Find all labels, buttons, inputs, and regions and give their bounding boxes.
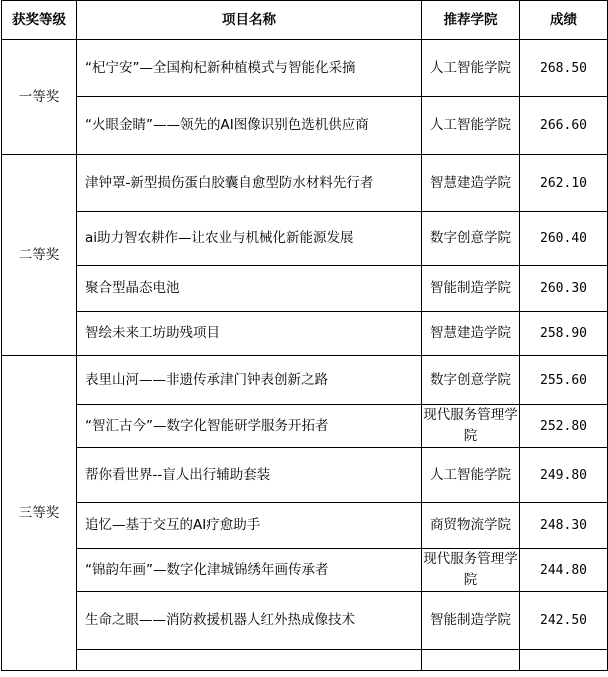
project-name: 追忆—基于交互的AI疗愈助手 [77,503,422,549]
school-name: 现代服务管理学院 [422,549,520,592]
score: 249.80 [520,448,608,503]
project-name: ai助力智农耕作—让农业与机械化新能源发展 [77,212,422,266]
score: 260.40 [520,212,608,266]
table-row [2,40,608,97]
table-row [2,503,608,549]
school-name: 人工智能学院 [422,97,520,155]
table-row [2,405,608,448]
school-name: 现代服务管理学院 [422,405,520,448]
score: 244.80 [520,549,608,592]
award-level-first: 一等奖 [2,40,77,155]
school-name: 数字创意学院 [422,212,520,266]
table-body [2,40,608,671]
project-name: “火眼金睛”——领先的AI图像识别色选机供应商 [77,97,422,155]
project-name: “杞宁安”—全国枸杞新种植模式与智能化采摘 [77,40,422,97]
table-row [2,592,608,650]
school-name: 智慧建造学院 [422,312,520,356]
empty-cell [77,650,422,671]
table-row [2,155,608,212]
school-name: 人工智能学院 [422,448,520,503]
score: 260.30 [520,266,608,312]
header-row [2,1,608,40]
header-name: 项目名称 [77,1,422,40]
header-school: 推荐学院 [422,1,520,40]
school-name: 数字创意学院 [422,356,520,405]
table-row [2,266,608,312]
project-name: 聚合型晶态电池 [77,266,422,312]
school-name: 人工智能学院 [422,40,520,97]
award-level-second: 二等奖 [2,155,77,356]
table-row [2,356,608,405]
project-name: 帮你看世界--盲人出行辅助套装 [77,448,422,503]
score: 262.10 [520,155,608,212]
header-level: 获奖等级 [2,1,77,40]
project-name: “锦韵年画”—数字化津城锦绣年画传承者 [77,549,422,592]
project-name: 津钟罩-新型损伤蛋白胶囊自愈型防水材料先行者 [77,155,422,212]
school-name: 智能制造学院 [422,592,520,650]
school-name: 智慧建造学院 [422,155,520,212]
project-name: 生命之眼——消防救援机器人红外热成像技术 [77,592,422,650]
project-name: 表里山河——非遗传承津门钟表创新之路 [77,356,422,405]
score: 266.60 [520,97,608,155]
score: 252.80 [520,405,608,448]
table-row [2,212,608,266]
header-score: 成绩 [520,1,608,40]
empty-cell [422,650,520,671]
school-name: 商贸物流学院 [422,503,520,549]
award-level-third: 三等奖 [2,356,77,671]
empty-row [2,650,608,671]
table-row [2,549,608,592]
score: 248.30 [520,503,608,549]
score: 242.50 [520,592,608,650]
table-row [2,312,608,356]
empty-cell [520,650,608,671]
awards-table [1,0,608,671]
score: 268.50 [520,40,608,97]
table-row [2,448,608,503]
project-name: “智汇古今”—数字化智能研学服务开拓者 [77,405,422,448]
project-name: 智绘未来工坊助残项目 [77,312,422,356]
score: 258.90 [520,312,608,356]
school-name: 智能制造学院 [422,266,520,312]
table-row [2,97,608,155]
score: 255.60 [520,356,608,405]
